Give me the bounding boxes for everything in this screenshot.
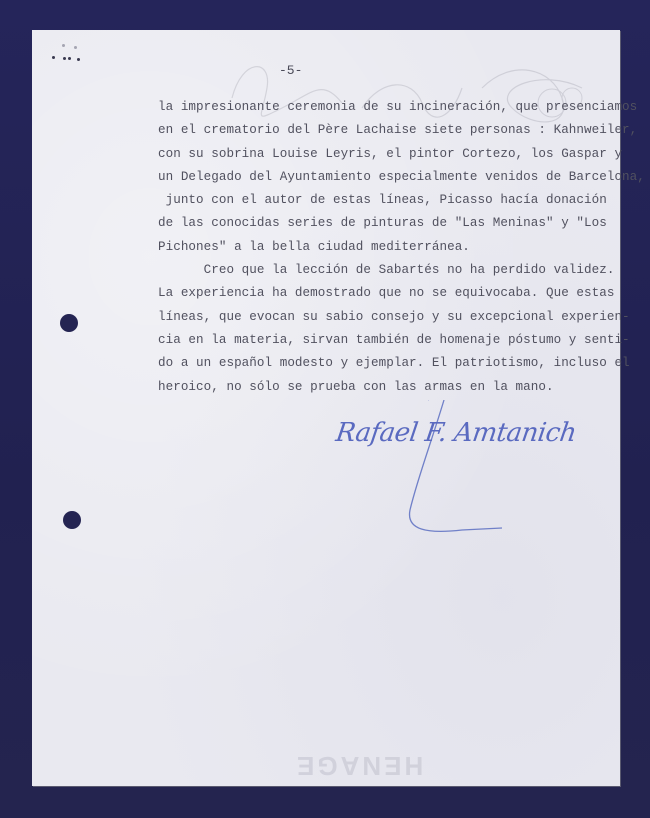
typewritten-body xyxy=(158,96,645,399)
text-line: cia en la materia, sirvan también de homenaje póstumo y senti- xyxy=(158,332,630,347)
signature-text: Rafael F. Amtanich xyxy=(333,418,579,448)
text-line: con su sobrina Louise Leyris, el pintor Cortezo, los Gaspar y xyxy=(158,146,623,161)
text-line: en el crematorio del Père Lachaise siete personas : Kahnweiler, xyxy=(158,123,638,138)
corner-marks xyxy=(50,48,90,68)
text-line: la impresionante ceremonia de su incineración, que presenciamos xyxy=(158,100,638,114)
text-line: heroico, no sólo se prueba con las armas en la mano. xyxy=(158,379,554,394)
text-line: do a un español modesto y ejemplar. El patriotismo, incluso el xyxy=(158,356,630,371)
text-line: de las conocidas series de pinturas de "Las Meninas" y "Los xyxy=(158,216,607,231)
text-line: Creo que la lección de Sabartés no ha perdido validez. xyxy=(158,263,615,278)
text-line: líneas, que evocan su sabio consejo y su excepcional experien- xyxy=(158,309,630,324)
punch-hole xyxy=(63,511,81,529)
text-line: un Delegado del Ayuntamiento especialmente venidos de Barcelona, xyxy=(158,169,645,184)
text-line: junto con el autor de estas líneas, Picasso hacía donación xyxy=(158,193,607,208)
text-line: La experiencia ha demostrado que no se equivocaba. Que estas xyxy=(158,286,615,301)
text-line: Pichones" a la bella ciudad mediterránea. xyxy=(158,239,470,254)
document-page xyxy=(32,30,645,786)
page-number: -5- xyxy=(279,63,303,78)
handwritten-signature xyxy=(332,400,612,540)
show-through-text: HENAGE xyxy=(294,751,424,781)
punch-hole xyxy=(60,314,78,332)
